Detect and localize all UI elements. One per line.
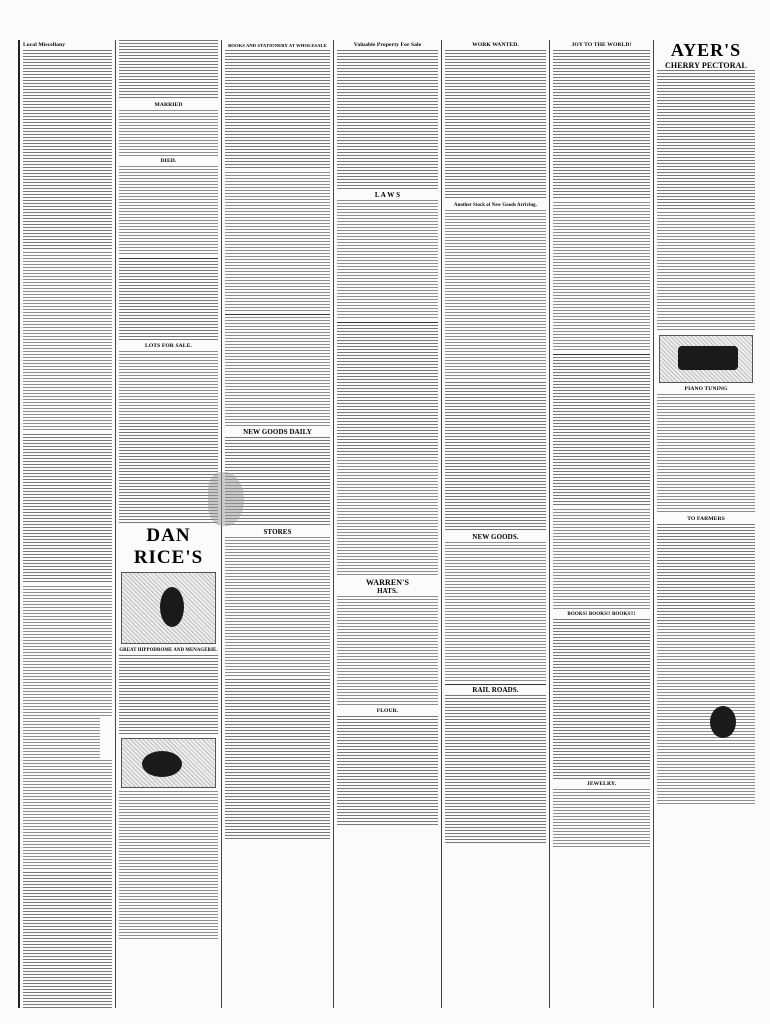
text-block [119,655,218,735]
rider-figure [160,587,184,627]
text-block [657,626,755,806]
text-block [445,210,546,380]
column-5 [442,40,550,1008]
text-block [119,110,218,156]
text-block [337,50,438,190]
heading-stores: STORES [263,528,292,536]
text-block [225,537,330,677]
text-block [657,212,755,332]
text-block [553,202,650,352]
heading-flour: FLOUR. [376,708,399,714]
heading-valuable-property: Valuable Property For Sale [353,42,422,48]
heading-married: MARRIED [154,102,183,108]
ink-stain [208,472,244,526]
text-block [23,718,100,758]
divider [337,322,438,323]
text-block [553,50,650,200]
text-block [23,434,112,584]
heading-dan-rice: DAN RICE'S [133,525,204,568]
text-block [23,872,112,1008]
text-block [337,596,438,706]
text-block [553,789,650,849]
divider [553,354,650,355]
text-block [337,200,438,320]
heading-farmers: TO FARMERS [687,516,725,522]
newspaper-sheet [18,40,758,1008]
text-block [553,357,650,507]
heading-new-goods: NEW GOODS. [472,533,519,541]
heading-died: DIED. [160,158,177,164]
text-block [553,619,650,779]
text-block [119,351,218,421]
text-block [119,40,218,100]
divider [445,684,546,685]
heading-warrens: WARREN'S [365,578,410,587]
text-block [657,70,755,210]
column-1 [20,40,116,1008]
heading-menagerie: GREAT HIPPODROME AND MENAGERIE. [119,648,218,653]
heading-books: BOOKS! BOOKS!! BOOKS!!! [567,612,636,617]
heading-joy-world: JOY TO THE WORLD! [571,42,632,48]
text-block [445,50,546,200]
ink-blot [710,706,736,738]
text-block [225,172,330,312]
text-block [445,695,546,845]
heading-laws: L A W S [374,191,401,199]
text-block [23,760,112,870]
heading-lots: LOTS FOR SALE. [145,343,192,349]
heading-another-stock: Another Stock of New Goods Arriving. [454,203,537,208]
text-block [225,317,330,427]
text-block [119,166,218,256]
text-block [657,524,755,624]
divider [119,258,218,259]
text-block [337,716,438,826]
column-7 [654,40,758,1008]
text-block [225,679,330,839]
piano-figure [678,346,738,370]
circus-illustration [121,572,216,644]
text-block [553,509,650,609]
heading-cherry-pectoral: CHERRY PECTORAL [665,61,747,70]
text-block [119,791,218,941]
text-block [445,382,546,532]
heading-ayers: AYER'S [670,40,742,60]
column-3 [222,40,334,1008]
piano-illustration [659,335,753,383]
text-block [445,542,546,682]
heading-work-wanted: WORK WANTED. [472,42,519,48]
heading-books-stationery: BOOKS AND STATIONERY AT WHOLESALE [228,43,327,48]
heading-jewelry: JEWELRY. [586,781,617,787]
heading-piano: PIANO TUNING [684,386,728,392]
divider [225,314,330,315]
text-block [337,325,438,455]
heading-local: Local Miscellany [23,42,66,48]
column-6 [550,40,654,1008]
heading-new-goods-daily: NEW GOODS DAILY [243,428,312,436]
animal-figure [142,751,182,777]
text-block [225,50,330,170]
text-block [337,457,438,577]
text-block [23,252,112,432]
text-block [23,50,112,250]
heading-hats: HATS. [377,587,398,595]
heading-railroads: RAIL ROADS. [472,686,519,694]
text-block [119,423,218,523]
text-block [23,586,112,716]
text-block [119,261,218,341]
column-4 [334,40,442,1008]
animal-illustration [121,738,216,788]
text-block [657,394,755,514]
column-2 [116,40,222,1008]
